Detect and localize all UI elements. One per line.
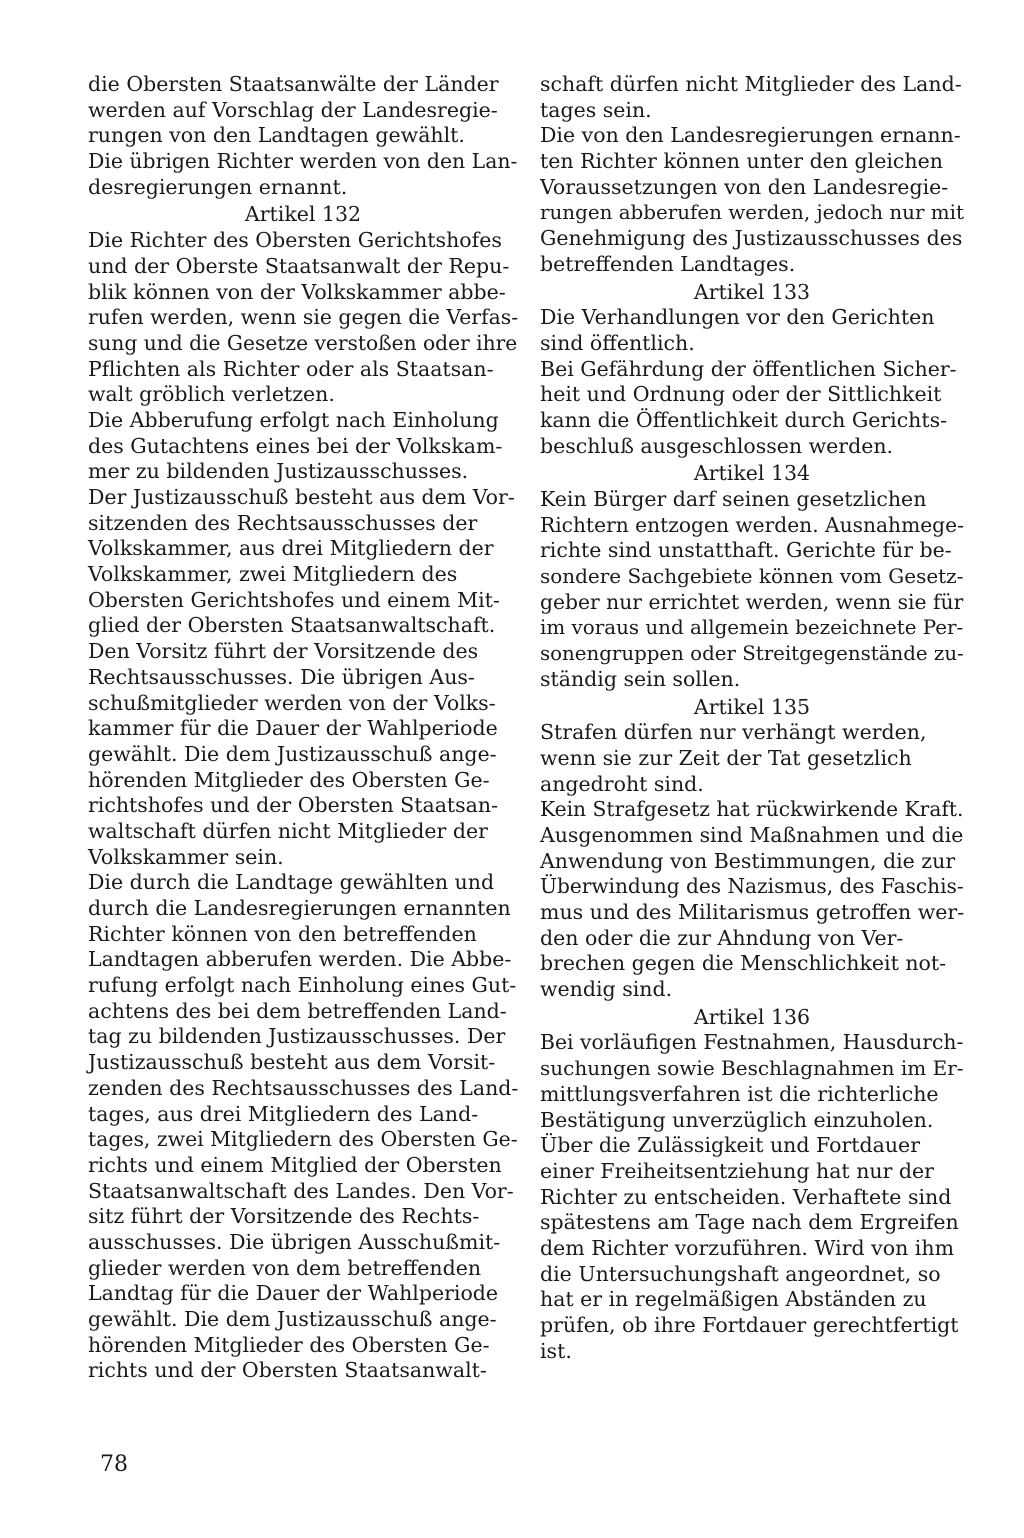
- text-line: glied der Obersten Staatsanwaltschaft.: [88, 613, 496, 638]
- text-line: Obersten Gerichtshofes und einem Mit-: [88, 587, 500, 612]
- text-line: Richtern entzogen werden. Ausnahmege-: [540, 512, 964, 537]
- text-line: hat er in regelmäßigen Abständen zu: [540, 1287, 927, 1312]
- text-line: richts und der Obersten Staatsanwalt-: [88, 1358, 487, 1383]
- text-line: angedroht sind.: [540, 771, 704, 796]
- text-line: ten Richter können unter den gleichen: [540, 149, 943, 174]
- text-line: brechen gegen die Menschlichkeit not-: [540, 951, 947, 976]
- text-line: Anwendung von Bestimmungen, die zur: [540, 848, 956, 873]
- text-line: tag zu bildenden Justizausschusses. Der: [88, 1024, 506, 1049]
- text-line: Die von den Landesregierungen ernann-: [540, 123, 961, 148]
- article-heading: Artikel 133: [693, 279, 811, 304]
- text-line: ist.: [540, 1338, 572, 1363]
- text-line: ausschusses. Die übrigen Ausschußmit-: [88, 1229, 501, 1254]
- text-line: Die übrigen Richter werden von den Lan-: [88, 149, 518, 174]
- text-line: Landtagen abberufen werden. Die Abbe-: [88, 947, 512, 972]
- text-line: Ausgenommen sind Maßnahmen und die: [540, 822, 964, 847]
- text-line: tages, zwei Mitgliedern des Obersten Ge-: [88, 1127, 518, 1152]
- text-line: schaft dürfen nicht Mitglieder des Land-: [540, 72, 962, 96]
- text-line: Volkskammer sein.: [88, 844, 284, 869]
- article-heading: Artikel 135: [693, 694, 811, 719]
- text-line: durch die Landesregierungen ernannten: [88, 896, 511, 920]
- text-line: Kein Strafgesetz hat rückwirkende Kraft.: [540, 797, 964, 822]
- text-line: hörenden Mitglieder des Obersten Ge-: [88, 767, 490, 792]
- text-line: rufen werden, wenn sie gegen die Verfas-: [88, 305, 519, 330]
- text-line: und der Oberste Staatsanwalt der Repu-: [88, 253, 510, 278]
- text-line: kammer für die Dauer der Wahlperiode: [88, 716, 498, 741]
- text-line: Strafen dürfen nur verhängt werden,: [540, 720, 927, 745]
- text-line: kann die Öffentlichkeit durch Gerichts-: [540, 407, 948, 432]
- text-line: Staatsanwaltschaft des Landes. Den Vor-: [88, 1178, 514, 1203]
- text-line: rufung erfolgt nach Einholung eines Gut-: [88, 973, 517, 998]
- text-line: sitzenden des Rechtsausschusses der: [88, 510, 478, 535]
- text-line: Volkskammer, aus drei Mitgliedern der: [88, 536, 494, 561]
- text-line: sondere Sachgebiete können vom Gesetz-: [540, 564, 964, 589]
- text-line: richts und einem Mitglied der Obersten: [88, 1152, 502, 1177]
- text-line: richte sind unstatthaft. Gerichte für be-: [540, 538, 952, 563]
- article-heading: Artikel 132: [244, 202, 362, 227]
- text-line: Volkskammer, zwei Mitgliedern des: [88, 562, 458, 587]
- text-line: die Untersuchungshaft angeordnet, so: [540, 1261, 941, 1286]
- text-line: sind öffentlich.: [540, 330, 695, 355]
- text-line: Bei vorläufigen Festnahmen, Hausdurch-: [540, 1030, 964, 1055]
- text-line: Richter können von den betreffenden: [88, 921, 477, 946]
- text-line: Die durch die Landtage gewählten und: [88, 870, 495, 895]
- text-line: Rechtsausschusses. Die übrigen Aus-: [88, 664, 475, 689]
- text-line: blik können von der Volkskammer abbe-: [88, 279, 506, 304]
- text-line: Landtag für die Dauer der Wahlperiode: [88, 1281, 499, 1306]
- text-line: werden auf Vorschlag der Landesregie-: [88, 97, 498, 122]
- text-line: Über die Zulässigkeit und Fortdauer: [540, 1133, 920, 1158]
- text-line: gewählt. Die dem Justizausschuß ange-: [88, 1307, 497, 1331]
- text-line: walt gröblich verletzen.: [88, 382, 335, 407]
- text-line: betreffenden Landtages.: [540, 251, 796, 276]
- text-line: richtshofes und der Obersten Staatsan-: [88, 793, 499, 818]
- text-line: beschluß ausgeschlossen werden.: [540, 433, 894, 458]
- text-line: die Obersten Staatsanwälte der Länder: [88, 72, 499, 96]
- text-line: des Gutachtens eines bei der Volkskam-: [88, 433, 503, 458]
- text-line: dem Richter vorzuführen. Wird von ihm: [540, 1235, 955, 1260]
- text-line: desregierungen ernannt.: [88, 174, 348, 199]
- text-line: mittlungsverfahren ist die richterliche: [540, 1081, 939, 1106]
- text-line: ständig sein sollen.: [540, 666, 741, 691]
- text-line: Richter zu entscheiden. Verhaftete sind: [540, 1184, 952, 1209]
- text-line: Die Verhandlungen vor den Gerichten: [540, 305, 935, 330]
- text-line: wenn sie zur Zeit der Tat gesetzlich: [540, 745, 912, 770]
- text-line: gewählt. Die dem Justizausschuß ange-: [88, 741, 497, 766]
- text-line: Voraussetzungen von den Landesregie-: [540, 174, 949, 199]
- article-heading: Artikel 134: [693, 461, 811, 486]
- text-line: einer Freiheitsentziehung hat nur der: [540, 1158, 934, 1183]
- text-line: im voraus und allgemein bezeichnete Per-: [540, 616, 964, 640]
- text-line: Die Richter des Obersten Gerichtshofes: [88, 228, 502, 253]
- right-column: [540, 72, 964, 1364]
- left-column: [88, 72, 518, 1384]
- text-line: rungen abberufen werden, jedoch nur mit: [540, 201, 964, 225]
- text-line: sonengruppen oder Streitgegenstände zu-: [540, 642, 964, 666]
- text-line: achtens des bei dem betreffenden Land-: [88, 998, 507, 1023]
- text-line: Genehmigung des Justizausschusses des: [540, 226, 963, 251]
- text-line: mus und des Militarismus getroffen wer-: [540, 900, 965, 924]
- text-line: glieder werden von dem betreffenden: [88, 1255, 482, 1280]
- text-line: sung und die Gesetze verstoßen oder ihre: [88, 330, 518, 355]
- text-line: Den Vorsitz führt der Vorsitzende des: [88, 639, 479, 664]
- text-line: zenden des Rechtsausschusses des Land-: [88, 1075, 519, 1100]
- text-line: den oder die zur Ahndung von Ver-: [540, 925, 904, 950]
- text-line: Der Justizausschuß besteht aus dem Vor-: [88, 485, 515, 509]
- text-line: waltschaft dürfen nicht Mitglieder der: [88, 818, 488, 843]
- text-line: schußmitglieder werden von der Volks-: [88, 690, 496, 715]
- text-line: tages sein.: [540, 97, 652, 122]
- text-line: Bestätigung unverzüglich einzuholen.: [540, 1107, 934, 1132]
- text-line: sitz führt der Vorsitzende des Rechts-: [88, 1204, 480, 1229]
- text-line: wendig sind.: [540, 977, 673, 1002]
- text-line: Überwindung des Nazismus, des Faschis-: [540, 874, 964, 899]
- text-line: suchungen sowie Beschlagnahmen im Er-: [540, 1056, 964, 1081]
- text-line: spätestens am Tage nach dem Ergreifen: [540, 1210, 959, 1235]
- article-heading: Artikel 136: [693, 1004, 811, 1029]
- text-line: Justizausschuß besteht aus dem Vorsit-: [88, 1050, 496, 1075]
- page-number: 78: [100, 1452, 128, 1477]
- text-line: tages, aus drei Mitgliedern des Land-: [88, 1101, 479, 1126]
- text-line: mer zu bildenden Justizausschusses.: [88, 459, 469, 484]
- text-line: heit und Ordnung oder der Sittlichkeit: [540, 382, 942, 407]
- text-line: hörenden Mitglieder des Obersten Ge-: [88, 1332, 490, 1357]
- text-line: rungen von den Landtagen gewählt.: [88, 123, 465, 148]
- text-line: Pflichten als Richter oder als Staatsan-: [88, 356, 494, 381]
- text-line: Die Abberufung erfolgt nach Einholung: [88, 407, 499, 432]
- text-line: Bei Gefährdung der öffentlichen Sicher-: [540, 356, 957, 381]
- text-line: Kein Bürger darf seinen gesetzlichen: [540, 487, 927, 511]
- text-line: prüfen, ob ihre Fortdauer gerechtfertigt: [540, 1313, 959, 1337]
- text-line: geber nur errichtet werden, wenn sie für: [540, 589, 964, 614]
